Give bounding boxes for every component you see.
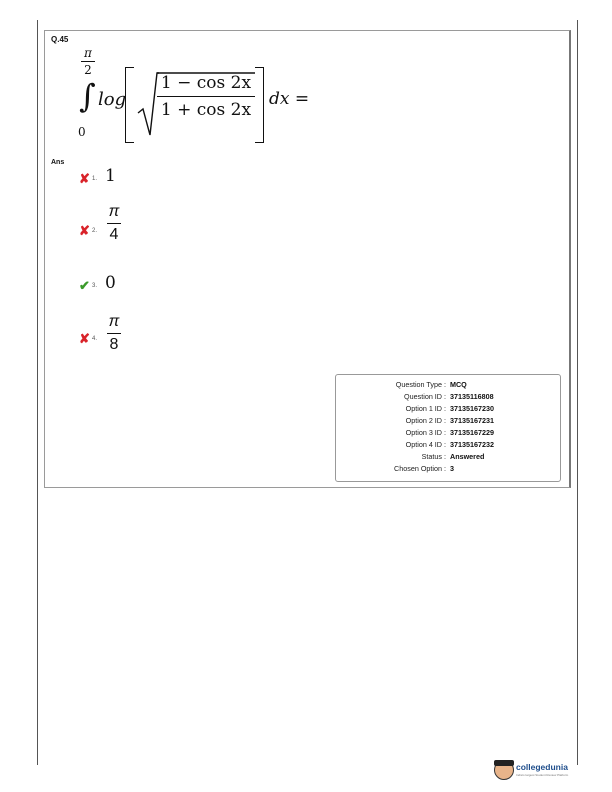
log-function: log	[98, 89, 127, 110]
option-number: 4.	[92, 336, 98, 342]
differential: dx =	[269, 89, 310, 109]
info-row: Status : Answered	[421, 452, 485, 461]
check-mark-icon: ✔	[79, 278, 90, 293]
right-bracket	[255, 67, 264, 143]
question-info-table	[335, 374, 561, 482]
left-bracket	[125, 67, 134, 143]
page-rule-right	[577, 20, 578, 765]
info-row: Option 3 ID : 37135167229	[405, 428, 494, 437]
option-number: 3.	[92, 283, 98, 289]
info-row: Question Type : MCQ	[395, 380, 467, 389]
info-row: Option 4 ID : 37135167232	[405, 440, 494, 449]
answer-label: Ans	[51, 159, 65, 166]
integral-sign: ∫	[79, 77, 96, 115]
page-rule-left	[37, 20, 38, 765]
option-number: 2.	[92, 228, 98, 234]
question-expression	[45, 31, 345, 151]
wrong-mark-icon: ✘	[79, 223, 90, 238]
collegedunia-logo	[494, 758, 574, 782]
option-value: 0	[105, 273, 116, 293]
logo-tagline: India's largest Student Review Platform	[516, 773, 569, 777]
mascot-icon	[494, 760, 514, 780]
question-panel	[44, 30, 571, 488]
sqrt-sign	[137, 71, 159, 137]
info-row: Chosen Option : 3	[394, 464, 454, 473]
option-fraction: π 8	[108, 313, 120, 353]
question-number: Q.45	[51, 35, 69, 44]
inner-fraction: 1 − cos 2x 1 + cos 2x	[157, 73, 255, 120]
wrong-mark-icon: ✘	[79, 331, 90, 346]
upper-limit: π 2	[81, 46, 95, 77]
info-row: Option 1 ID : 37135167230	[405, 404, 494, 413]
info-row: Question ID : 37135116808	[404, 392, 494, 401]
option-fraction: π 4	[108, 203, 120, 243]
info-row: Option 2 ID : 37135167231	[405, 416, 494, 425]
wrong-mark-icon: ✘	[79, 171, 90, 186]
option-number: 1.	[92, 176, 98, 182]
option-value: 1	[105, 166, 116, 186]
lower-limit: 0	[78, 125, 86, 139]
logo-text: collegedunia	[516, 762, 568, 772]
